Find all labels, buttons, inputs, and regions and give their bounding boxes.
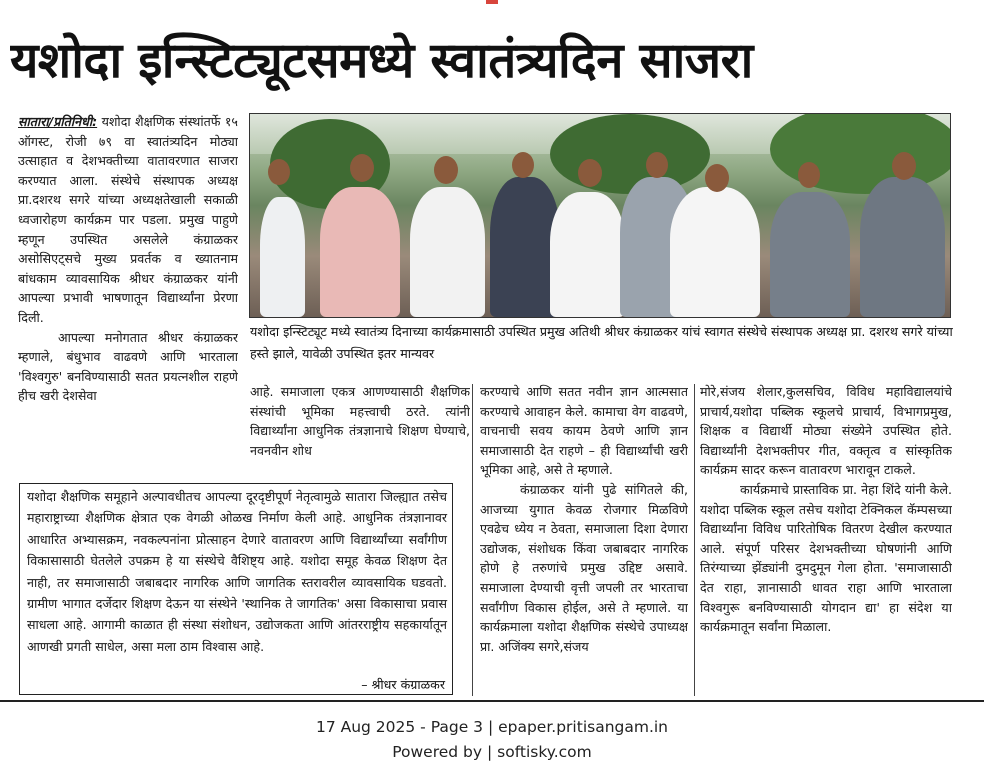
photo-person	[550, 192, 625, 317]
footer-powered-by: Powered by | softisky.com	[392, 743, 592, 761]
photo-person-head	[798, 162, 820, 188]
column-divider	[472, 384, 473, 696]
article-column-3	[480, 382, 688, 698]
page-bottom-rule	[0, 700, 984, 702]
column-divider	[694, 384, 695, 696]
column-3-paragraph-1: करण्याचे आणि सतत नवीन ज्ञान आत्मसात करण्याचे आवाहन केले. कामाचा वेग वाढवणे, वाचनाची सवय कायम ठेवणे आणि ज्ञान समाजासाठी देत राहणे – ही विद्यार्थ्यांची खरी भूमिका आहे, असे ते म्हणाले.	[480, 384, 688, 478]
photo-person	[670, 187, 760, 317]
article-column-2	[250, 382, 470, 464]
photo-person-head	[646, 152, 668, 178]
photo-caption: यशोदा इन्स्टिट्यूट मध्ये स्वातंत्र्य दिनाच्या कार्यक्रमासाठी उपस्थित प्रमुख अतिथी श्रीधर कंग्राळकर यांचं स्वागत संस्थेचे संस्थापक अध्यक्ष प्रा. दशरथ सगरे यांच्या हस्ते झाले, यावेळी उपस्थित इतर मान्यवर	[250, 324, 953, 361]
quote-signature: – श्रीधर कंग्राळकर	[361, 677, 445, 692]
photo-person-head	[512, 152, 534, 178]
article-headline: यशोदा इन्स्टिट्यूटसमध्ये स्वातंत्र्यदिन साजरा	[10, 32, 753, 89]
photo-tree	[550, 114, 710, 194]
photo-person-head	[892, 152, 916, 180]
photo-person	[260, 197, 305, 317]
quote-box-text: यशोदा शैक्षणिक समूहाने अल्पावधीतच आपल्या दूरदृष्टीपूर्ण नेतृत्वामुळे सातारा जिल्ह्यात तसेच महाराष्ट्राच्या शैक्षणिक क्षेत्रात एक वेगळी ओळख निर्माण केली आहे. आधुनिक तंत्रज्ञानावर आधारित अभ्यासक्रम, नवकल्पनांना प्रोत्साहन देणारे वातावरण आणि विद्यार्थ्यांच्या सर्वांगीण विकासासाठी घेतलेले उपक्रम हे या संस्थेचे वैशिष्ट्य आहे. यशोदा समूह केवळ शिक्षण देत नाही, तर समाजासाठी जबाबदार नागरिक आणि जागतिक स्तरावरील व्यावसायिक घडवतो. ग्रामीण भागात दर्जेदार शिक्षण देऊन या संस्थेने 'स्थानिक ते जागतिक' असा विकासाचा प्रवास साधला आहे. आगामी काळात ही संस्था संशोधन, उद्योजकता आणि आंतरराष्ट्रीय सहकार्यातून आणखी प्रगती साधेल, असा मला ठाम विश्वास आहे.	[27, 489, 447, 654]
footer-date-link: 17 Aug 2025 - Page 3 | epaper.pritisangam.in	[315, 718, 669, 736]
column-4-paragraph-2: कार्यक्रमाचे प्रास्ताविक प्रा. नेहा शिंदे यांनी केले. यशोदा पब्लिक स्कूल तसेच यशोदा टेक्निकल कॅम्पसच्या विद्यार्थ्यांना विविध पारितोषिक वितरण देखील करण्यात आले. संपूर्ण परिसर देशभक्तीच्या घोषणांनी आणि तिरंग्याच्या झेंड्यांनी दुमदुमून गेला होता. 'समाजासाठी देत राहा, ज्ञानासाठी धावत राहा आणि भारताला विश्वगुरू बनविण्यासाठी योगदान द्या' हा संदेश या कार्यक्रमातून सर्वांना मिळाला.	[700, 481, 952, 635]
photo-person	[770, 192, 850, 317]
dateline: सातारा/प्रतिनिधी:	[18, 114, 98, 129]
article-photo	[249, 113, 951, 318]
column-3-paragraph-2: कंग्राळकर यांनी पुढे सांगितले की, आजच्या युगात केवळ रोजगार मिळविणे एवढेच ध्येय न ठेवता, समाजाला दिशा देणारा उद्योजक, संशोधक किंवा जबाबदार नागरिक होणे हे तरुणांचे प्रमुख उद्दिष्ट असावे. समाजाला देण्याची वृत्ती जपली तर भारताचा सर्वांगीण विकास होईल, असे ते म्हणाले. या कार्यक्रमाला यशोदा शैक्षणिक संस्थेचे उपाध्यक्ष प्रा. अजिंक्य सगरे,संजय	[480, 481, 688, 654]
column-1-paragraph-2: आपल्या मनोगतात श्रीधर कंग्राळकर म्हणाले, बंधुभाव वाढवणे आणि भारताला 'विश्वगुरु' बनविण्यासाठी सतत प्रयत्नशील राहणे हीच खरी देशसेवा	[18, 329, 238, 404]
photo-person-head	[434, 156, 458, 184]
page-accent-dash	[486, 0, 498, 4]
photo-person	[410, 187, 485, 317]
column-1-paragraph-1	[18, 112, 238, 328]
photo-person-head	[268, 159, 290, 185]
photo-person	[320, 187, 400, 317]
photo-person-head	[705, 164, 729, 192]
photo-person-head	[350, 154, 374, 182]
top-border	[0, 0, 984, 8]
photo-person	[860, 177, 945, 317]
article-column-1	[18, 112, 238, 460]
article-column-4	[700, 382, 952, 698]
column-2-paragraph: आहे. समाजाला एकत्र आणण्यासाठी शैक्षणिक संस्थांची भूमिका महत्त्वाची ठरते. त्यांनी विद्यार्थ्यांना आधुनिक तंत्रज्ञानाचे शिक्षण घेण्याचे, नवनवीन शोध	[250, 384, 470, 458]
photo-person-head	[578, 159, 602, 187]
column-1-text-1: यशोदा शैक्षणिक संस्थांतर्फे १५ ऑगस्ट, रोजी ७९ वा स्वातंत्र्यदिन मोठ्या उत्साहात व देशभक्तीच्या वातावरणात साजरा करण्यात आला. संस्थेचे संस्थापक अध्यक्ष प्रा.दशरथ सगरे यांच्या अध्यक्षतेखाली सकाळी ध्वजारोहण कार्यक्रम पार पडला. प्रमुख पाहुणे म्हणून उपस्थित असलेले कंग्राळकर असोसिएट्सचे मुख्य प्रवर्तक व ख्यातनाम बांधकाम व्यावसायिक श्रीधर कंग्राळकर यांनी आपल्या प्रभावी भाषणातून विद्यार्थ्यांना प्रेरणा दिली.	[18, 114, 238, 325]
column-4-paragraph-1: मोरे,संजय शेलार,कुलसचिव, विविध महाविद्यालयांचे प्राचार्य,यशोदा पब्लिक स्कूलचे प्राचार्य, विभागप्रमुख, शिक्षक व विद्यार्थी मोठ्या संख्येने उपस्थित होते. विद्यार्थ्यांनी देशभक्तीपर गीत, वक्तृत्व व सांस्कृतिक कार्यक्रम सादर करून वातावरण भारावून टाकले.	[700, 384, 952, 478]
